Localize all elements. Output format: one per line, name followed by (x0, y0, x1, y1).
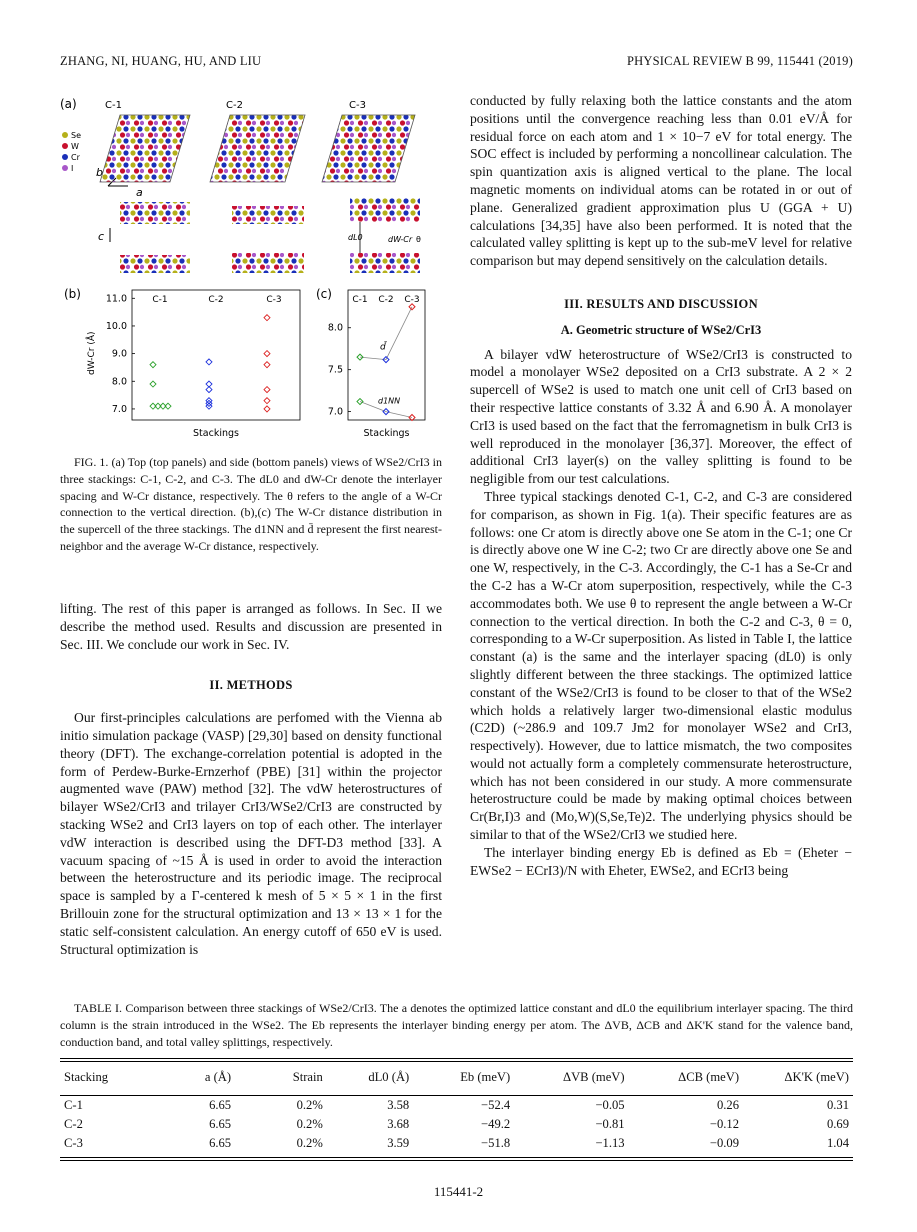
cell: −49.2 (481, 1117, 511, 1131)
top-view-c1 (100, 115, 190, 182)
cell: 0.31 (826, 1098, 849, 1112)
results-para-2: Three typical stackings denoted C-1, C-2, and C-3 are considered for comparison, as shown in Fig. 1(a). Their specific features are as follows: one Cr atom is directly above one Se atom in the C-1; one Cr is directly above one W ine C-2; two Cr are directly above one Se and one W, respectively, in the C-3. Accordingly, the C-1 has a Se-Cr and the C-2 has a W-Cr atom superposition, respectively, while the C-3 accommodates both. We use θ to represent the angle between a W-Cr connection to the vertical direction. In both the C-2 and C-3, θ = 0, corresponding to a W-Cr superposition. As listed in Table I, the lattice constant (a) is the same and the interlayer spacing (dL0) is only slightly different between the three stackings. The optimized lattice constant of the WSe2/CrI3 is found to be closer to that of the WSe2 which holds a relatively larger two-dimensional elastic modulus (C2D) (~286.9 and 109.7 Jm2 for monolayer WSe2 and CrI3, respectively). However, due to lattice mismatch, the two composites would not actually form a completely commensurate heterostructure, which has not been considered in our study. A more commensurate heterostructure could be made by making optimal choices between Cr(Br,I)3 and (Mo,W)(S,Se,Te)2. The underlying physics should be similar to that of the WSe2/CrI3 we studied here. (470, 488, 852, 843)
table-caption (60, 1000, 853, 1050)
cell: 3.58 (387, 1098, 410, 1112)
table-row (60, 1115, 853, 1134)
cell: −0.81 (595, 1117, 625, 1131)
stack-label-c3: C-3 (349, 100, 366, 111)
theta-label: θ (416, 235, 421, 244)
series-label-dbar: d̄ (380, 342, 386, 353)
table-row (60, 1096, 853, 1115)
cell: C-1 (64, 1098, 83, 1112)
page-number: 115441-2 (433, 1184, 484, 1199)
methods-para: Our first-principles calculations are perfomed with the Vienna ab initio simulation package (VASP) [29,30] based on density functional theory (DFT). The exchange-correlation potential is adopted in the form of Perdew-Burke-Ernzerhof (PBE) [31] within the projector augmented wave (PAW) method [32]. The vdW heterostructures of bilayer WSe2/CrI3 and trilayer CrI3/WSe2/CrI3 are constructed by stacking WSe2 and CrI3 layers on top of each other. The interlayer vdW interaction is described using the DFT-D3 method [33]. A vacuum spacing of ~15 Å is used in order to avoid the interaction between the heterostructure and its periodic image. The reciprocal space is sampled by a Γ-centered k mesh of 5 × 5 × 1 in the first Brillouin zone for the structural optimization and 13 × 13 × 1 for the static self-consistent calculation. An energy cutoff of 650 eV is used. Structural optimization is (60, 710, 442, 957)
cell: 0.2% (296, 1098, 323, 1112)
running-header-journal: PHYSICAL REVIEW B 99, 115441 (2019) (627, 54, 853, 68)
data-table (60, 1062, 853, 1153)
methods-heading: II. METHODS (209, 678, 293, 693)
table-1 (60, 1058, 853, 1161)
axis-b-label: b (96, 166, 103, 179)
atom-legend (62, 131, 81, 173)
data-point (206, 359, 212, 365)
y-axis-label: dW-Cr (Å) (87, 331, 97, 375)
cell: 1.04 (826, 1136, 849, 1150)
category-label: C-1 (352, 295, 368, 305)
cell: −51.8 (481, 1136, 511, 1150)
top-view-c3 (322, 115, 415, 182)
cell: −0.09 (709, 1136, 740, 1150)
th-dkk: ΔK'K (meV) (784, 1070, 849, 1084)
running-header-authors: ZHANG, NI, HUANG, HU, AND LIU (60, 54, 262, 68)
right-column (470, 92, 852, 879)
cell: 0.26 (716, 1098, 740, 1112)
table-row (60, 1134, 853, 1153)
table-bottom-rule (60, 1157, 853, 1161)
y-tick-label: 11.0 (105, 293, 127, 305)
th-strain: Strain (292, 1070, 323, 1084)
data-point (150, 362, 156, 368)
y-tick-label: 7.0 (327, 406, 343, 418)
y-tick-label: 8.0 (327, 322, 343, 334)
th-dcb: ΔCB (meV) (678, 1070, 740, 1084)
legend-cr: Cr (71, 153, 80, 162)
cell: 6.65 (209, 1098, 232, 1112)
y-tick-label: 7.5 (327, 364, 343, 376)
stack-label-c1: C-1 (105, 100, 122, 111)
left-para-1: lifting. The rest of this paper is arranged as follows. In Sec. II we describe the method used. Results and discussion are presented in Sec. III. We conclude our work in Sec. IV. (60, 601, 442, 652)
stack-label-c2: C-2 (226, 100, 243, 111)
data-point (264, 387, 270, 393)
plot-b-frame (132, 290, 300, 420)
data-point (264, 398, 270, 404)
th-dl0: dL0 (Å) (368, 1070, 410, 1084)
figure-1-graphic (60, 90, 448, 440)
legend-w: W (71, 142, 79, 151)
data-point (264, 315, 270, 321)
legend-i: I (71, 164, 74, 173)
dwcr-label: dW-Cr (388, 235, 413, 244)
cell: −52.4 (481, 1098, 511, 1112)
figure-caption (60, 454, 442, 555)
plot-b (85, 290, 300, 439)
cell: 0.2% (296, 1136, 323, 1150)
x-axis-label: Stackings (363, 428, 410, 439)
plot-c (328, 290, 425, 439)
dl0-label: dL0 (348, 233, 363, 242)
y-tick-label: 8.0 (111, 376, 127, 388)
category-label: C-1 (152, 295, 168, 305)
cell: −1.13 (595, 1136, 625, 1150)
y-tick-label: 10.0 (105, 320, 127, 332)
data-point (150, 381, 156, 387)
data-point (264, 351, 270, 357)
category-label: C-2 (378, 295, 394, 305)
table-caption-text: TABLE I. Comparison between three stackings of WSe2/CrI3. The a denotes the optimized lattice constant and dL0 the equilibrium interlayer spacing. The third column is the strain introduced in the WSe2. The Eb represents the interlayer binding energy per atom. The ΔVB, ΔCB and ΔK'K stand for the valence band, conduction band, and total valley splittings, respectively. (60, 1001, 853, 1049)
side-views (98, 198, 421, 273)
cell: 3.59 (387, 1136, 410, 1150)
th-eb: Eb (meV) (460, 1070, 511, 1084)
legend-se: Se (71, 131, 81, 140)
cell: 0.2% (296, 1117, 323, 1131)
left-column (60, 600, 442, 958)
y-tick-label: 9.0 (111, 348, 127, 360)
results-para-3: The interlayer binding energy Eb is defined as Eb = (Eheter − EWSe2 − ECrI3)/N with Eheter, EWSe2, and ECrI3 being (470, 844, 852, 878)
cell: C-3 (64, 1136, 83, 1150)
cell: 0.69 (826, 1117, 849, 1131)
y-tick-label: 7.0 (111, 403, 127, 415)
category-label: C-2 (208, 295, 224, 305)
results-para-1: A bilayer vdW heterostructure of WSe2/CrI3 is constructed to model a monolayer WSe2 deposited on a CrI3 substrate. A 2 × 2 supercell of WSe2 is used to match one unit cell of CrI3 based on their respective lattice constants of 3.32 Å and 6.90 Å. A monolayer CrI3 is used based on the fact that the ferromagnetism in bulk CrI3 is well reproduced in the monolayer [36,37]. Moreover, the effect of additional CrI3 layer(s) on the valley splitting is found to be negligible from our test calculations. (470, 346, 852, 487)
category-label: C-3 (266, 295, 282, 305)
figure-1 (60, 90, 448, 440)
cell: 6.65 (209, 1136, 232, 1150)
figure-caption-text: FIG. 1. (a) Top (top panels) and side (bottom panels) views of WSe2/CrI3 in three stackings: C-1, C-2, and C-3. The dL0 and dW-Cr denote the interlayer spacing and W-Cr distance, respectively. The θ refers to the angle of a W-Cr connection to the vertical direction. (b),(c) The W-Cr distance distribution in the supercell of the three stackings. The d1NN and d̄ represent the first nearest-neighbor and the average W-Cr distance, respectively. (60, 455, 442, 553)
results-heading: III. RESULTS AND DISCUSSION (564, 296, 758, 311)
th-stacking: Stacking (64, 1070, 109, 1084)
th-a: a (Å) (204, 1070, 232, 1084)
cell: −0.05 (595, 1098, 625, 1112)
subsection-heading: A. Geometric structure of WSe2/CrI3 (560, 322, 762, 337)
table-header-row (60, 1062, 853, 1095)
th-dvb: ΔVB (meV) (562, 1070, 625, 1084)
cell: 6.65 (209, 1117, 232, 1131)
panel-b-label: (b) (64, 287, 81, 301)
panel-a-label: (a) (60, 97, 77, 111)
data-point (264, 406, 270, 412)
x-axis-label: Stackings (193, 428, 239, 439)
cell: 3.68 (387, 1117, 410, 1131)
cell: C-2 (64, 1117, 83, 1131)
cell: −0.12 (709, 1117, 740, 1131)
axis-a-label: a (136, 186, 143, 199)
series-line (360, 307, 412, 360)
right-para-1: conducted by fully relaxing both the lattice constants and the atom positions until the convergence reaching less than 0.01 eV/Å for residual force on each atom and 1 × 10−7 eV for total energy. The SOC effect is included by performing a noncollinear calculation. The spin quantization axis is aligned vertical to the plane. The local magnetic moments on individual atoms can be rotated in or out of plane. Generalized gradient approximation plus U (GGA + U) calculations [34,35] have also been performed. It is noted that the calculated valley splitting is kept up to the sub-meV level for relative comparison but may depend sensitively on the calculation details. (470, 93, 852, 269)
data-point (264, 362, 270, 368)
category-label: C-3 (404, 295, 420, 305)
axis-c-label: c (98, 230, 105, 243)
series-label-d1nn: d1NN (378, 396, 401, 406)
panel-c-label: (c) (316, 287, 332, 301)
top-view-c2 (210, 115, 305, 182)
